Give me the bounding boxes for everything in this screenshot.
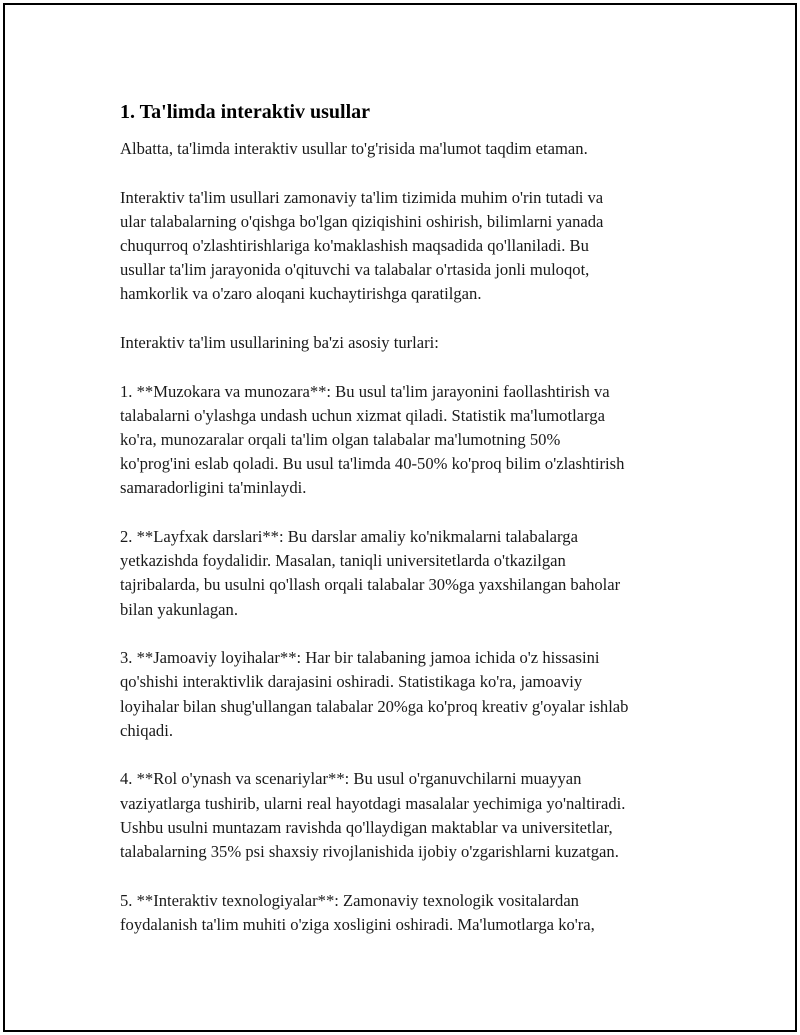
text-line: Albatta, ta'limda interaktiv usullar to'g'risida ma'lumot taqdim etaman. — [120, 139, 588, 158]
text-line: ko'ra, munozaralar orqali ta'lim olgan talabalar ma'lumotning 50% — [120, 430, 561, 449]
list-item-3 — [120, 646, 700, 743]
text-line: 4. **Rol o'ynash va scenariylar**: Bu usul o'rganuvchilarni muayyan — [120, 769, 582, 789]
document-body — [120, 99, 700, 937]
overview-paragraph — [120, 186, 700, 307]
text-line: tajribalarda, bu usulni qo'llash orqali talabalar 30%ga yaxshilangan baholar — [120, 575, 621, 595]
text-line: 3. **Jamoaviy loyihalar**: Har bir talabaning jamoa ichida o'z hissasini — [120, 648, 600, 668]
text-line: 2. **Layfxak darslari**: Bu darslar amaliy ko'nikmalarni talabalarga — [120, 527, 578, 546]
list-item-5 — [120, 889, 700, 937]
text-line: vaziyatlarga tushirib, ularni real hayotdagi masalalar yechimiga yo'naltiradi. — [120, 793, 626, 813]
page-frame — [3, 3, 797, 1032]
text-line: talabalarning 35% psi shaxsiy rivojlanishida ijobiy o'zgarishlarni kuzatgan. — [120, 842, 619, 862]
text-line: ular talabalarning o'qishga bo'lgan qiziqishini oshirish, bilimlarni yanada — [120, 211, 604, 231]
document-title: 1. Ta'limda interaktiv usullar — [120, 101, 371, 123]
text-line: qo'shishi interaktivlik darajasini oshiradi. Statistikaga ko'ra, jamoaviy — [120, 672, 583, 692]
text-line: chuqurroq o'zlashtirishlariga ko'maklashish maqsadida qo'llaniladi. Bu — [120, 236, 589, 255]
intro-paragraph — [120, 137, 700, 161]
text-line: chiqadi. — [120, 720, 173, 740]
text-line: usullar ta'lim jarayonida o'qituvchi va talabalar o'rtasida jonli muloqot, — [120, 260, 590, 280]
text-line: bilan yakunlagan. — [120, 599, 238, 619]
text-line: yetkazishda foydalidir. Masalan, taniqli universitetlarda o'tkazilgan — [120, 551, 566, 571]
text-line: foydalanish ta'lim muhiti o'ziga xosligini oshiradi. Ma'lumotlarga ko'ra, — [120, 914, 595, 934]
text-line: talabalarni o'ylashga undash uchun xizmat qiladi. Statistik ma'lumotlarga — [120, 405, 605, 425]
text-line: 1. **Muzokara va munozara**: Bu usul ta'lim jarayonini faollashtirish va — [120, 381, 610, 401]
text-line: 5. **Interaktiv texnologiyalar**: Zamonaviy texnologik vositalardan — [120, 890, 579, 910]
text-line: loyihalar bilan shug'ullangan talabalar 20%ga ko'proq kreativ g'oyalar ishlab — [120, 696, 629, 716]
types-heading-paragraph — [120, 331, 700, 355]
text-line: hamkorlik va o'zaro aloqani kuchaytirishga qaratilgan. — [120, 284, 482, 304]
text-line: Interaktiv ta'lim usullarining ba'zi asosiy turlari: — [120, 333, 439, 352]
text-line: ko'prog'ini eslab qoladi. Bu usul ta'limda 40-50% ko'proq bilim o'zlashtirish — [120, 454, 625, 474]
text-line: Interaktiv ta'lim usullari zamonaviy ta'lim tizimida muhim o'rin tutadi va — [120, 187, 604, 207]
text-line: samaradorligini ta'minlaydi. — [120, 478, 307, 498]
list-item-1 — [120, 380, 700, 501]
list-item-2 — [120, 525, 700, 622]
list-item-4 — [120, 767, 700, 864]
text-line: Ushbu usulni muntazam ravishda qo'llaydigan maktablar va universitetlar, — [120, 817, 613, 837]
